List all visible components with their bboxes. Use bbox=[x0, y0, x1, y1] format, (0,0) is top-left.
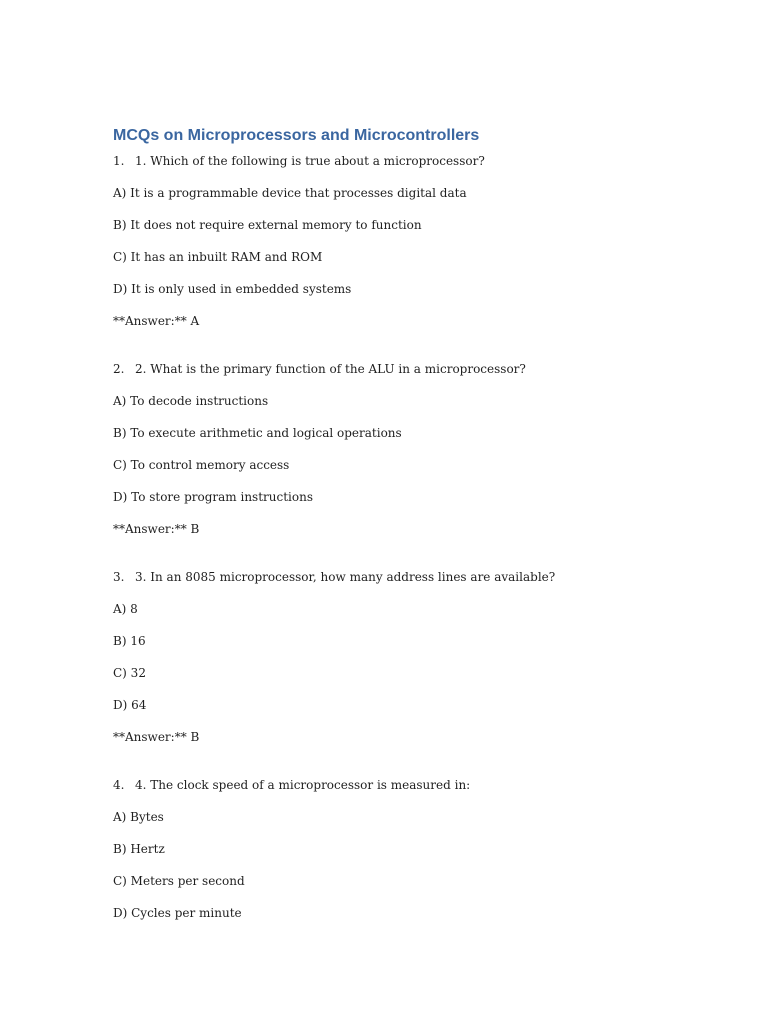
question-4 bbox=[113, 777, 713, 921]
option-c: C) Meters per second bbox=[113, 874, 245, 888]
option-a: A) To decode instructions bbox=[113, 394, 269, 408]
option-b: B) Hertz bbox=[113, 842, 165, 856]
question-text: 2. What is the primary function of the ALU in a microprocessor? bbox=[135, 362, 526, 376]
question-header bbox=[113, 153, 713, 169]
question-number: 1. bbox=[113, 154, 125, 168]
document-title: MCQs on Microprocessors and Microcontrollers bbox=[113, 127, 480, 144]
option-d: D) To store program instructions bbox=[113, 490, 313, 504]
option-d: D) Cycles per minute bbox=[113, 906, 242, 920]
question-header bbox=[113, 361, 713, 377]
option-b: B) It does not require external memory to function bbox=[113, 218, 422, 232]
answer-line: **Answer:** B bbox=[113, 730, 200, 744]
question-number: 2. bbox=[113, 362, 125, 376]
option-a: A) 8 bbox=[113, 602, 138, 616]
question-header bbox=[113, 569, 713, 585]
option-a: A) It is a programmable device that processes digital data bbox=[113, 186, 467, 200]
question-3 bbox=[113, 569, 713, 745]
question-text: 4. The clock speed of a microprocessor is measured in: bbox=[135, 778, 471, 792]
question-number: 3. bbox=[113, 570, 125, 584]
question-number: 4. bbox=[113, 778, 125, 792]
question-text: 3. In an 8085 microprocessor, how many address lines are available? bbox=[135, 570, 556, 584]
answer-line: **Answer:** A bbox=[113, 314, 200, 328]
option-c: C) To control memory access bbox=[113, 458, 290, 472]
option-b: B) 16 bbox=[113, 634, 146, 648]
option-c: C) It has an inbuilt RAM and ROM bbox=[113, 250, 323, 264]
question-text: 1. Which of the following is true about a microprocessor? bbox=[135, 154, 485, 168]
option-b: B) To execute arithmetic and logical operations bbox=[113, 426, 402, 440]
option-a: A) Bytes bbox=[113, 810, 164, 824]
question-header bbox=[113, 777, 713, 793]
question-2 bbox=[113, 361, 713, 537]
question-1 bbox=[113, 153, 713, 329]
option-c: C) 32 bbox=[113, 666, 146, 680]
option-d: D) It is only used in embedded systems bbox=[113, 282, 352, 296]
document-page bbox=[113, 125, 713, 937]
option-d: D) 64 bbox=[113, 698, 147, 712]
answer-line: **Answer:** B bbox=[113, 522, 200, 536]
